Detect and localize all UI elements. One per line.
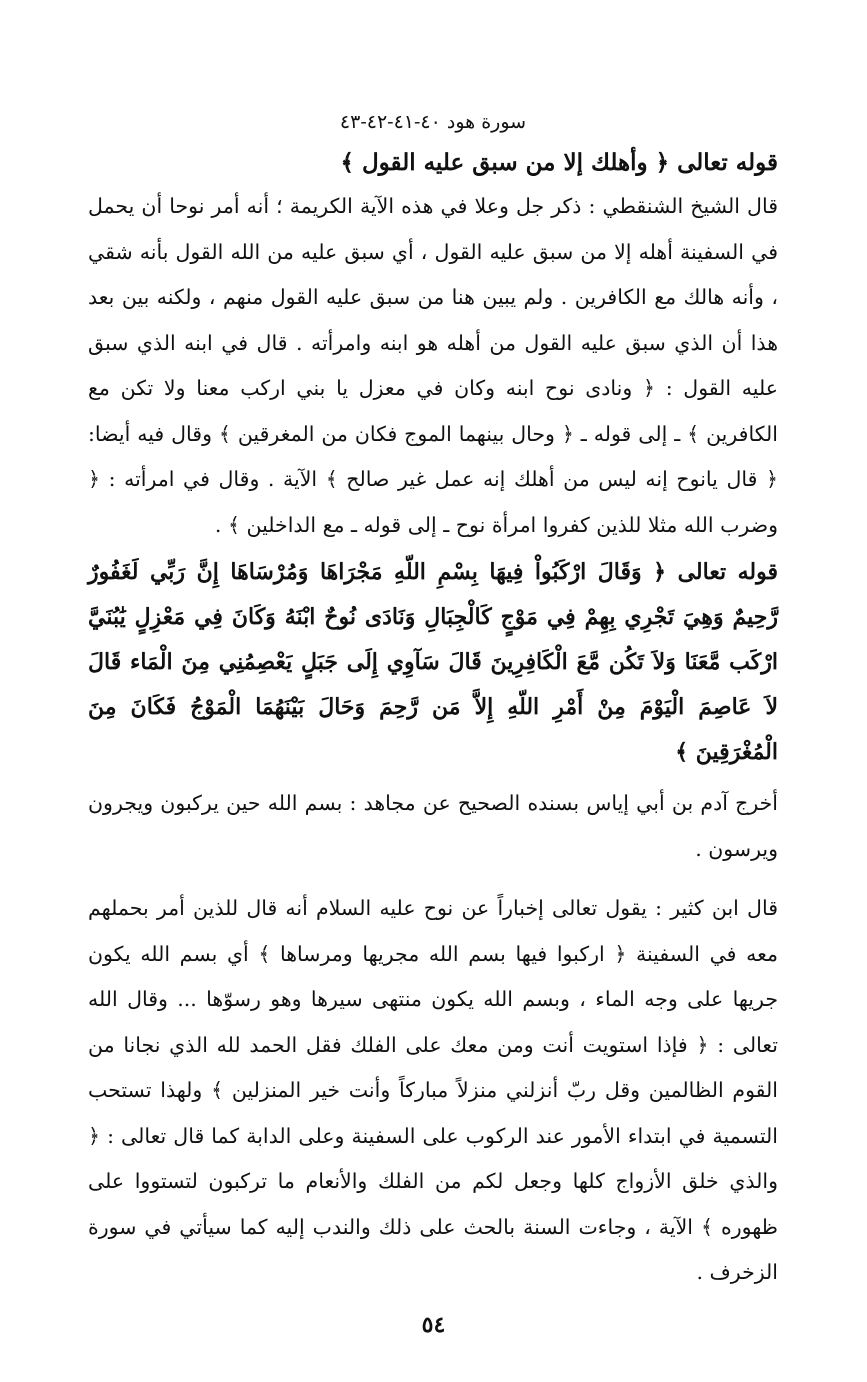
commentary-paragraph-2: أخرج آدم بن أبي إياس بسنده الصحيح عن مجاهد : بسم الله حين يركبون ويجرون ويرسون .	[88, 791, 778, 861]
page-number: ٥٤	[421, 1312, 446, 1338]
paragraph-spacer	[88, 872, 778, 886]
document-page	[88, 108, 778, 1296]
commentary-paragraph-3: قال ابن كثير : يقول تعالى إخباراً عن نوح عليه السلام أنه قال للذين أمر بحملهم معه في السفينة ﴿ اركبوا فيها بسم الله مجريها ومرساها ﴾ أي بسم الله يكون جريها على وجه الماء ، وبسم الله يكون منتهى سيرها وهو رسوّها ... وقال الله تعالى : ﴿ فإذا استويت أنت ومن معك على الفلك فقل الحمد لله الذي نجانا من القوم الظالمين وقل ربّ أنزلني منزلاً مباركاً وأنت خير المنزلين ﴾ ولهذا تستحب التسمية في ابتداء الأمور عند الركوب على السفينة وعلى الدابة كما قال تعالى : ﴿ والذي خلق الأزواج كلها وجعل لكم من الفلك والأنعام ما تركبون لتستووا على ظهوره ﴾ الآية ، وجاءت السنة بالحث على ذلك والندب إليه كما سيأتي في سورة الزخرف .	[88, 896, 778, 1284]
commentary-paragraph-1: قال الشيخ الشنقطي : ذكر جل وعلا في هذه الآية الكريمة ؛ أنه أمر نوحا أن يحمل في السفينة أهله إلا من سبق عليه القول ، أي سبق عليه من الله القول بأنه شقي ، وأنه هالك مع الكافرين . ولم يبين هنا من سبق عليه القول منهم ، ولكنه بين بعد هذا أن الذي سبق عليه القول من أهله هو ابنه وامرأته . قال في ابنه الذي سبق عليه القول : ﴿ ونادى نوح ابنه وكان في معزل يا بني اركب معنا ولا تكن مع الكافرين ﴾ ـ إلى قوله ـ ﴿ وحال بينهما الموج فكان من المغرقين ﴾ وقال فيه أيضا: ﴿ قال يانوح إنه ليس من أهلك إنه عمل غير صالح ﴾ الآية . وقال في امرأته : ﴿ وضرب الله مثلا للذين كفروا امرأة نوح ـ إلى قوله ـ مع الداخلين ﴾ .	[88, 194, 778, 537]
running-header: سورة هود ٤٠-٤١-٤٢-٤٣	[339, 111, 527, 133]
section-heading-1: قوله تعالى ﴿ وأهلك إلا من سبق عليه القول ﴾	[340, 149, 778, 176]
section-heading-verse-2: قوله تعالى ﴿ وَقَالَ ارْكَبُواْ فِيهَا بِسْمِ اللّهِ مَجْرَاهَا وَمُرْسَاهَا إِنَّ رَبِّي لَغَفُورٌ رَّحِيمٌ وَهِيَ تَجْرِي بِهِمْ فِي مَوْجٍ كَالْجِبَالِ وَنَادَى نُوحٌ ابْنَهُ وَكَانَ فِي مَعْزِلٍ يَٰبُنَيَّ ارْكَب مَّعَنَا وَلاَ تَكُن مَّعَ الْكَافِرِينَ قَالَ سَآوِي إِلَى جَبَلٍ يَعْصِمُنِي مِنَ الْمَاء قَالَ لاَ عَاصِمَ الْيَوْمَ مِنْ أَمْرِ اللّهِ إِلاَّ مَن رَّحِمَ وَحَالَ بَيْنَهُمَا الْمَوْجُ فَكَانَ مِنَ الْمُغْرَقِينَ ﴾	[88, 559, 778, 765]
